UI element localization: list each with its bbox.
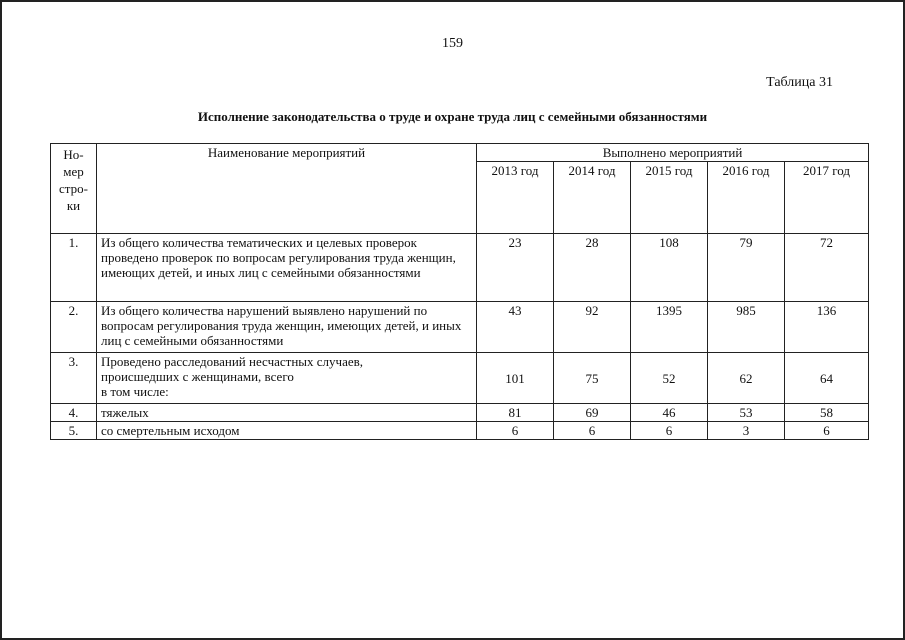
row-value: 81 — [477, 404, 554, 422]
row-name: тяжелых — [97, 404, 477, 422]
row-value: 58 — [785, 404, 869, 422]
header-completed-group: Выполнено мероприятий — [477, 144, 869, 162]
row-name: со смертельным исходом — [97, 422, 477, 440]
header-year: 2017 год — [785, 162, 869, 234]
row-value: 92 — [554, 302, 631, 353]
row-value: 46 — [631, 404, 708, 422]
header-year: 2014 год — [554, 162, 631, 234]
header-row-number: Но- мер стро- ки — [51, 144, 97, 234]
row-value: 6 — [477, 422, 554, 440]
row-value: 23 — [477, 234, 554, 302]
row-value: 69 — [554, 404, 631, 422]
row-value: 136 — [785, 302, 869, 353]
row-value: 72 — [785, 234, 869, 302]
row-value: 75 — [554, 353, 631, 404]
row-value: 985 — [708, 302, 785, 353]
header-year: 2016 год — [708, 162, 785, 234]
table-row — [51, 234, 869, 302]
row-number: 5. — [51, 422, 97, 440]
row-value: 6 — [554, 422, 631, 440]
row-name: Проведено расследований несчастных случаев, происшедших с женщинами, всего в том числе: — [97, 353, 477, 404]
row-value: 6 — [631, 422, 708, 440]
row-value: 43 — [477, 302, 554, 353]
row-value: 28 — [554, 234, 631, 302]
table-row — [51, 302, 869, 353]
table-label: Таблица 31 — [766, 75, 833, 90]
row-value: 62 — [708, 353, 785, 404]
row-value: 6 — [785, 422, 869, 440]
header-year: 2015 год — [631, 162, 708, 234]
row-value: 64 — [785, 353, 869, 404]
row-number: 1. — [51, 234, 97, 302]
row-number: 4. — [51, 404, 97, 422]
row-value: 108 — [631, 234, 708, 302]
row-value: 101 — [477, 353, 554, 404]
header-activity-name: Наименование мероприятий — [97, 144, 477, 234]
row-value: 3 — [708, 422, 785, 440]
data-table — [50, 143, 869, 440]
header-year: 2013 год — [477, 162, 554, 234]
row-value: 52 — [631, 353, 708, 404]
row-value: 53 — [708, 404, 785, 422]
row-name: Из общего количества тематических и целевых проверок проведено проверок по вопросам регулирования труда женщин, имеющих детей, и иных лиц с семейными обязанностями — [97, 234, 477, 302]
document-title: Исполнение законодательства о труде и охране труда лиц с семейными обязанностями — [197, 109, 708, 124]
page-number: 159 — [442, 36, 463, 51]
row-number: 3. — [51, 353, 97, 404]
table-header-row — [51, 144, 869, 162]
row-name: Из общего количества нарушений выявлено нарушений по вопросам регулирования труда женщин, имеющих детей, и иных лиц с семейными обязанностями — [97, 302, 477, 353]
row-number: 2. — [51, 302, 97, 353]
table-row — [51, 422, 869, 440]
row-value: 79 — [708, 234, 785, 302]
table-row — [51, 404, 869, 422]
row-value: 1395 — [631, 302, 708, 353]
table-row — [51, 353, 869, 404]
